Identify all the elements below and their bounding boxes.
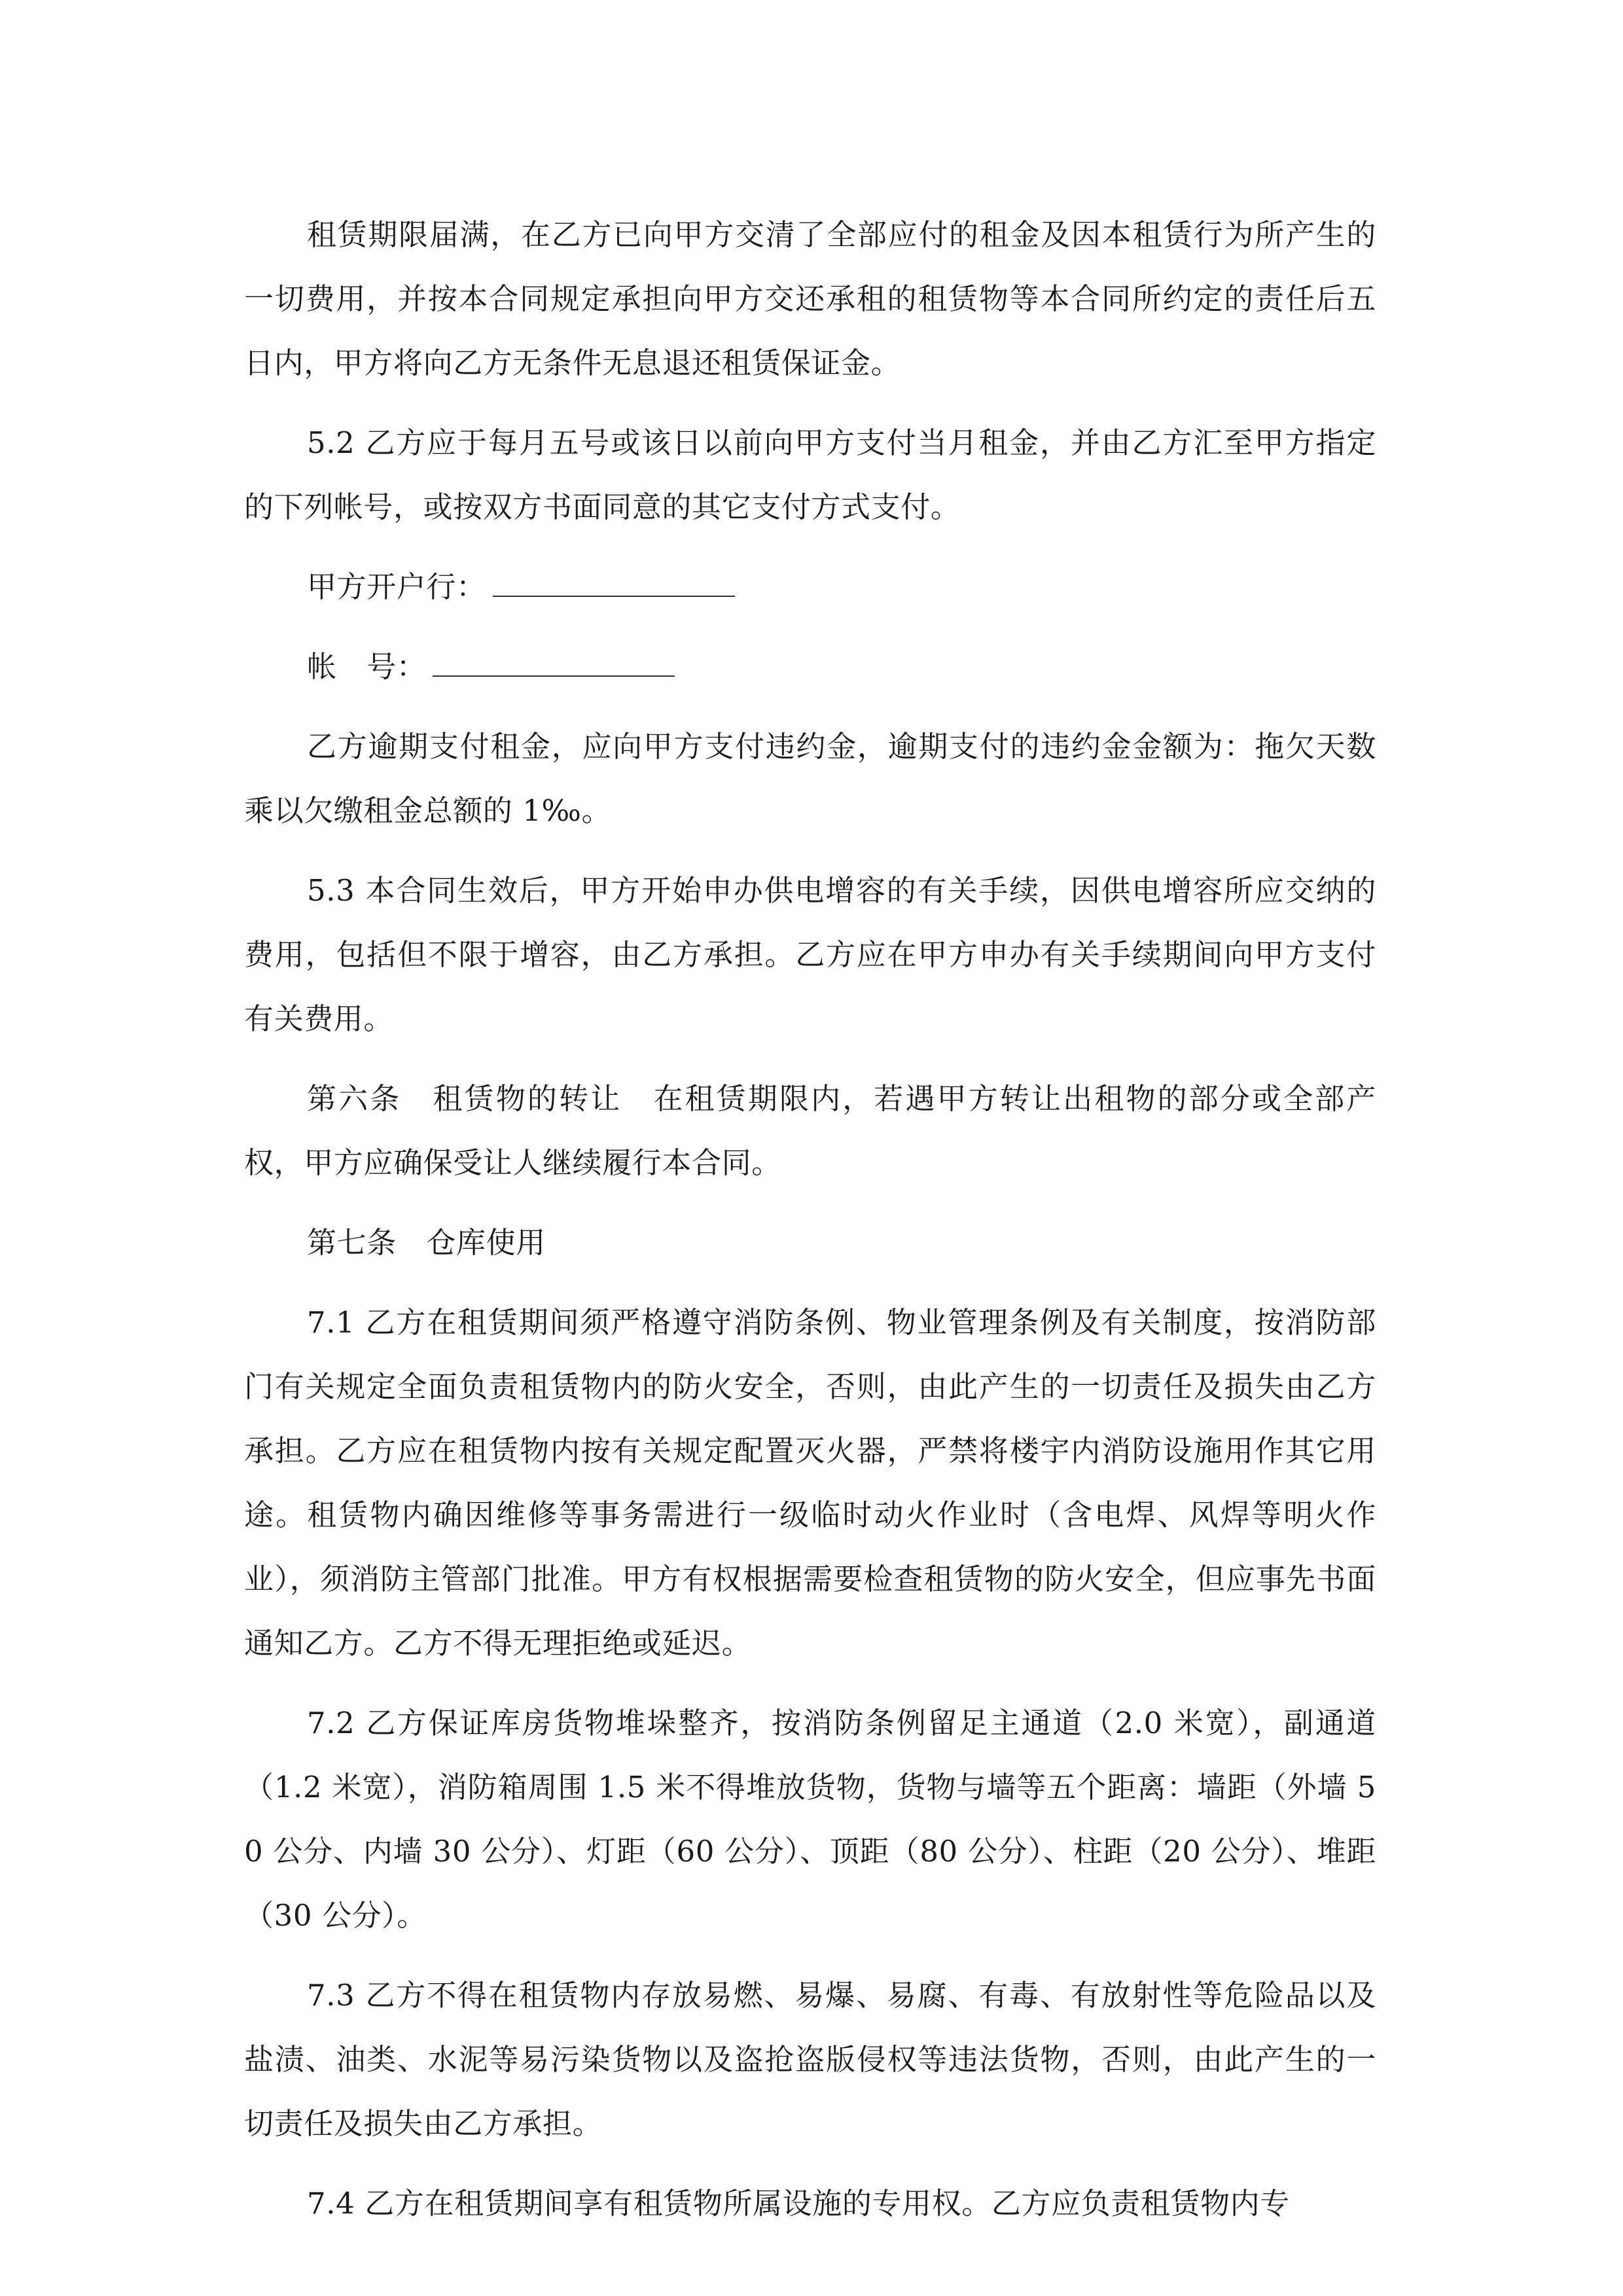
bank-field-row xyxy=(244,555,1376,619)
bank-field-label: 甲方开户行： xyxy=(307,569,486,604)
paragraph-7-1-fire-safety: 7.1 乙方在租赁期间须严格遵守消防条例、物业管理条例及有关制度，按消防部门有关规定全面负责租赁物内的防火安全，否则，由此产生的一切责任及损失由乙方承担。乙方应在租赁物内按有关规定配置灭火器，严禁将楼宇内消防设施用作其它用途。租赁物内确因维修等事务需进行一级临时动火作业时（含电焊、风焊等明火作业），须消防主管部门批准。甲方有权根据需要检查租赁物的防火安全，但应事先书面通知乙方。乙方不得无理拒绝或延迟。 xyxy=(244,1305,1376,1660)
paragraph-7-3-hazardous-goods: 7.3 乙方不得在租赁物内存放易燃、易爆、易腐、有毒、有放射性等危险品以及盐渍、油类、水泥等易污染货物以及盗抢盗版侵权等违法货物，否则，由此产生的一切责任及损失由乙方承担。 xyxy=(244,1978,1376,2141)
paragraph-7-4-facility-use: 7.4 乙方在租赁期间享有租赁物所属设施的专用权。乙方应负责租赁物内专 xyxy=(307,2186,1290,2221)
paragraph-7-2-stacking: 7.2 乙方保证库房货物堆垛整齐，按消防条例留足主通道（2.0 米宽），副通道（1.2 米宽），消防箱周围 1.5 米不得堆放货物，货物与墙等五个距离：墙距（外墙 50 公分、内墙 30 公分）、灯距（60 公分）、顶距（80 公分）、柱距（20 公分）、堆距（30 公分）。 xyxy=(244,1706,1376,1933)
paragraph-5-3-power-capacity: 5.3 本合同生效后，甲方开始申办供电增容的有关手续，因供电增容所应交纳的费用，包括但不限于增容，由乙方承担。乙方应在甲方申办有关手续期间向甲方支付有关费用。 xyxy=(244,873,1376,1036)
account-field-row xyxy=(244,635,1376,699)
paragraph-article-6-transfer: 第六条 租赁物的转让 在租赁期限内，若遇甲方转让出租物的部分或全部产权，甲方应确保受让人继续履行本合同。 xyxy=(244,1081,1376,1180)
paragraph-deposit-refund: 租赁期限届满，在乙方已向甲方交清了全部应付的租金及因本租赁行为所产生的一切费用，并按本合同规定承担向甲方交还承租的租赁物等本合同所约定的责任后五日内，甲方将向乙方无条件无息退还租赁保证金。 xyxy=(244,217,1376,380)
account-field-label: 帐 号： xyxy=(307,649,427,684)
bank-field-blank xyxy=(493,569,735,597)
paragraph-5-2-rent-payment: 5.2 乙方应于每月五号或该日以前向甲方支付当月租金，并由乙方汇至甲方指定的下列帐号，或按双方书面同意的其它支付方式支付。 xyxy=(244,425,1376,524)
paragraph-late-payment-penalty: 乙方逾期支付租金，应向甲方支付违约金，逾期支付的违约金金额为：拖欠天数乘以欠缴租金总额的 1‰。 xyxy=(244,729,1376,828)
document-body xyxy=(244,203,1376,2251)
account-field-blank xyxy=(433,649,675,677)
heading-article-7: 第七条 仓库使用 xyxy=(307,1225,546,1260)
